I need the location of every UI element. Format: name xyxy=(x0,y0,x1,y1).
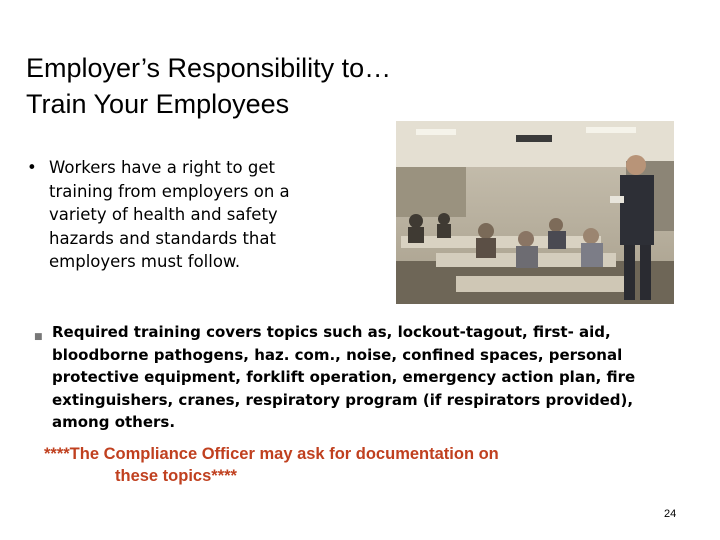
bullet-required-training xyxy=(34,321,662,434)
training-session-photo xyxy=(396,121,674,304)
bullet-required-training-text: Required training covers topics such as, lockout-tagout, first- aid, bloodborne pathogens, haz. com., noise, confined spaces, personal protective equipment, forklift operation, emergency action plan, fire extinguishers, cranes, respiratory program (if respirators provided), among others. xyxy=(52,323,636,431)
square-bullet-icon: ■ xyxy=(34,332,43,342)
title-line-1: Employer’s Responsibility to… xyxy=(26,53,392,83)
title-line-2: Train Your Employees xyxy=(26,89,290,119)
bullet-workers-rights xyxy=(27,156,317,274)
compliance-note xyxy=(44,443,644,487)
slide-title xyxy=(26,50,586,122)
compliance-note-line-2: these topics**** xyxy=(115,467,237,485)
bullet-workers-rights-text: Workers have a right to get training from employers on a variety of health and safety hazards and standards that employers must follow. xyxy=(49,158,290,271)
compliance-note-line-1: ****The Compliance Officer may ask for documentation on xyxy=(44,445,499,463)
bullet-marker: • xyxy=(27,158,37,177)
page-number: 24 xyxy=(664,508,677,520)
